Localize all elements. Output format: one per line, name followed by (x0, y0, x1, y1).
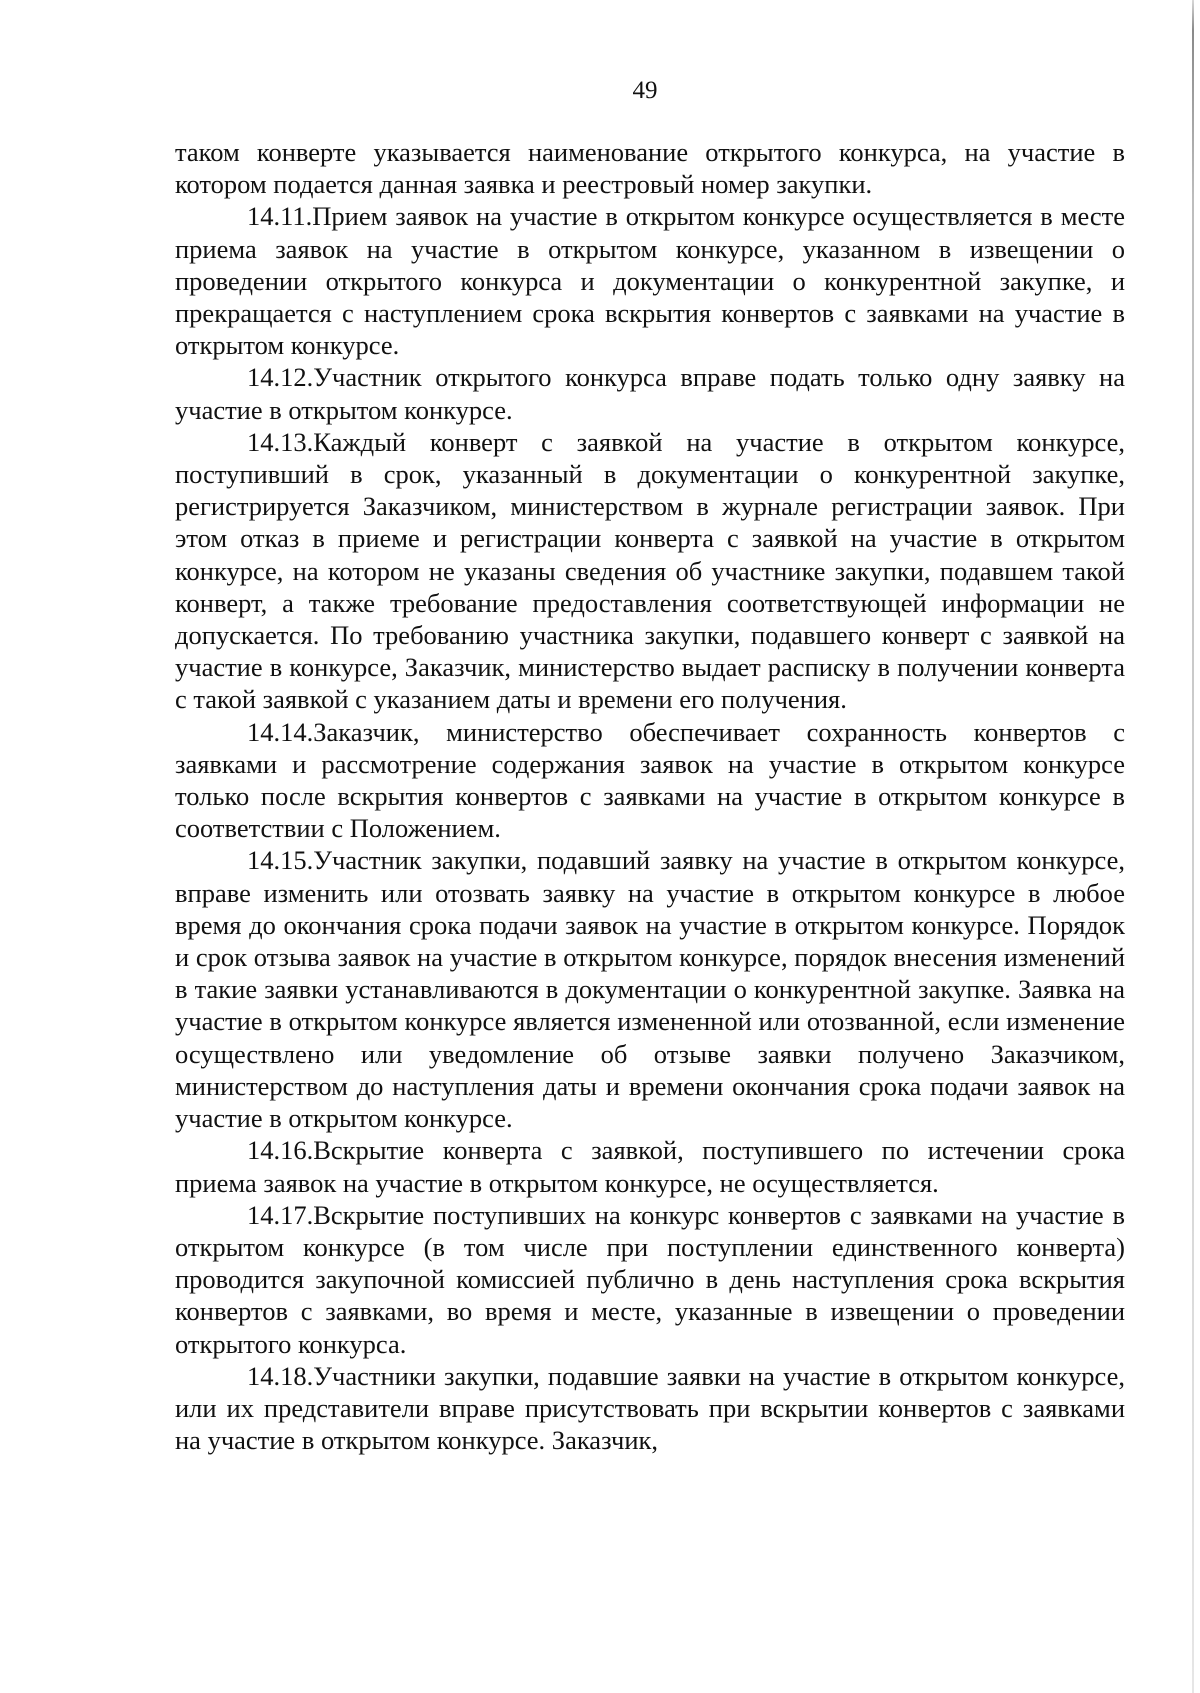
paragraph-14-15: 14.15.Участник закупки, подавший заявку на участие в открытом конкурсе, вправе изменить или отозвать заявку на участие в открытом конкурсе в любое время до окончания срока подачи заявок на участие в открытом конкурсе. Порядок и срок отзыва заявок на участие в открытом конкурсе, порядок внесения изменений в такие заявки устанавливаются в документации о конкурентной закупке. Заявка на участие в открытом конкурсе является измененной или отозванной, если изменение осуществлено или уведомление об отзыве заявки получено Заказчиком, министерством до наступления даты и времени окончания срока подачи заявок на участие в открытом конкурсе. (175, 845, 1125, 1134)
paragraph-14-18: 14.18.Участники закупки, подавшие заявки на участие в открытом конкурсе, или их представители вправе присутствовать при вскрытии конвертов с заявками на участие в открытом конкурсе. Заказчик, (175, 1360, 1125, 1456)
paragraph-14-13: 14.13.Каждый конверт с заявкой на участие в открытом конкурсе, поступивший в срок, указанный в документации о конкурентной закупке, регистрируется Заказчиком, министерством в журнале регистрации заявок. При этом отказ в приеме и регистрации конверта с заявкой на участие в открытом конкурсе, на котором не указаны сведения об участнике закупки, подавшем такой конверт, а также требование предоставления соответствующей информации не допускается. По требованию участника закупки, подавшего конверт с заявкой на участие в конкурсе, Заказчик, министерство выдает расписку в получении конверта с такой заявкой с указанием даты и времени его получения. (175, 426, 1125, 715)
paragraph-14-17: 14.17.Вскрытие поступивших на конкурс конвертов с заявками на участие в открытом конкурсе (в том числе при поступлении единственного конверта) проводится закупочной комиссией публично в день наступления срока вскрытия конвертов с заявками, во время и месте, указанные в извещении о проведении открытого конкурса. (175, 1199, 1125, 1359)
body-text (175, 136, 1125, 1456)
paragraph-continuation: таком конверте указывается наименование открытого конкурса, на участие в котором подается данная заявка и реестровый номер закупки. (175, 137, 1125, 200)
page-number: 49 (632, 77, 658, 104)
paragraph-14-16: 14.16.Вскрытие конверта с заявкой, поступившего по истечении срока приема заявок на участие в открытом конкурсе, не осуществляется. (175, 1135, 1125, 1198)
paragraph-14-12: 14.12.Участник открытого конкурса вправе подать только одну заявку на участие в открытом конкурсе. (175, 362, 1125, 425)
paragraph-14-11: 14.11.Прием заявок на участие в открытом конкурсе осуществляется в месте приема заявок на участие в открытом конкурсе, указанном в извещении о проведении открытого конкурса и документации о конкурентной закупке, и прекращается с наступлением срока вскрытия конвертов с заявками на участие в открытом конкурсе. (175, 201, 1125, 361)
paragraph-14-14: 14.14.Заказчик, министерство обеспечивает сохранность конвертов с заявками и рассмотрение содержания заявок на участие в открытом конкурсе только после вскрытия конвертов с заявками на участие в открытом конкурсе в соответствии с Положением. (175, 716, 1125, 844)
scan-edge-line (1192, 0, 1194, 1693)
